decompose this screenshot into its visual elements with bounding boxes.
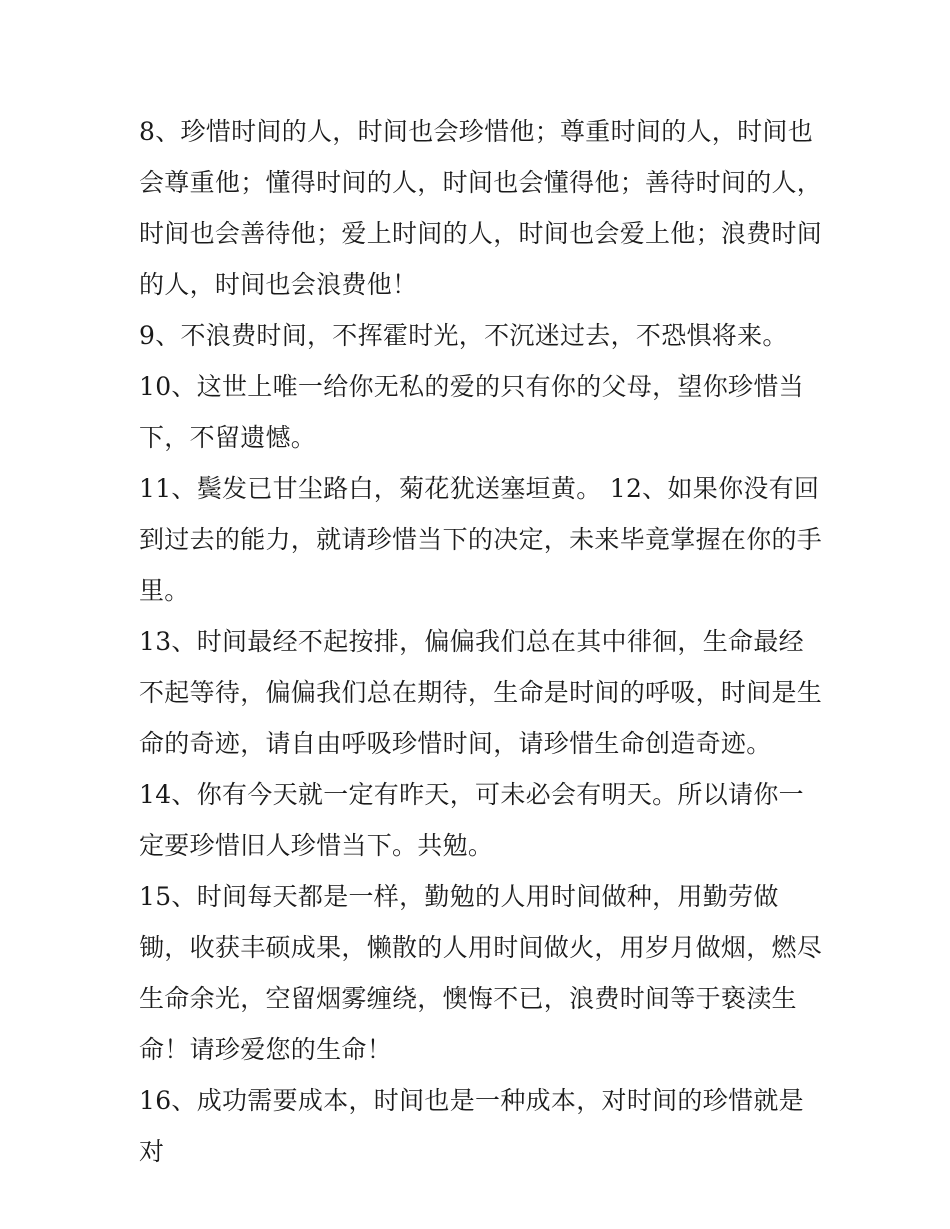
paragraph-13: 13、时间最经不起按排，偏偏我们总在其中徘徊，生命最经不起等待，偏偏我们总在期待，生命是时间的呼吸，时间是生命的奇迹，请自由呼吸珍惜时间，请珍惜生命创造奇迹。 bbox=[139, 627, 823, 758]
paragraph-9: 9、不浪费时间，不挥霍时光，不沉迷过去，不恐惧将来。 bbox=[139, 321, 788, 350]
paragraph-16: 16、成功需要成本，时间也是一种成本，对时间的珍惜就是对 bbox=[139, 1086, 804, 1166]
paragraph-8: 8、珍惜时间的人，时间也会珍惜他；尊重时间的人，时间也会尊重他；懂得时间的人，时间也会懂得他；善待时间的人，时间也会善待他；爱上时间的人，时间也会爱上他；浪费时间的人，时间也会浪费他！ bbox=[139, 117, 823, 299]
paragraph-11-12: 11、鬓发已甘尘路白，菊花犹送塞垣黄。 12、如果你没有回到过去的能力，就请珍惜当下的决定，未来毕竟掌握在你的手里。 bbox=[139, 474, 823, 605]
paragraph-10: 10、这世上唯一给你无私的爱的只有你的父母，望你珍惜当下，不留遗憾。 bbox=[139, 372, 804, 452]
paragraph-15: 15、时间每天都是一样，勤勉的人用时间做种，用勤劳做锄，收获丰硕成果，懒散的人用时间做火，用岁月做烟，燃尽生命余光，空留烟雾缠绕，懊悔不已，浪费时间等于亵渎生命！请珍爱您的生命！ bbox=[139, 882, 823, 1064]
document-body bbox=[139, 106, 829, 1177]
paragraph-14: 14、你有今天就一定有昨天，可未必会有明天。所以请你一定要珍惜旧人珍惜当下。共勉。 bbox=[139, 780, 804, 860]
